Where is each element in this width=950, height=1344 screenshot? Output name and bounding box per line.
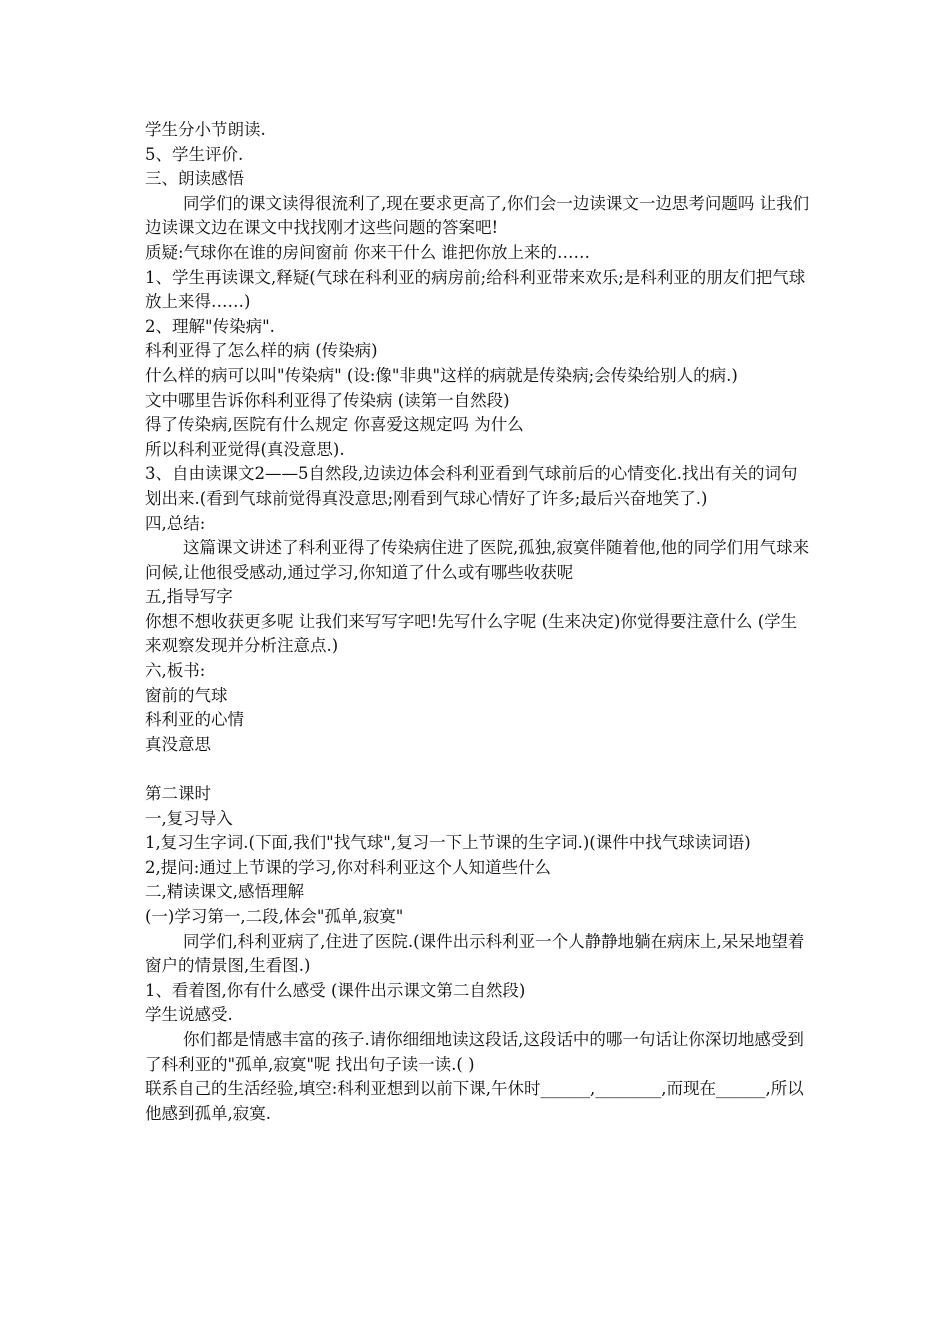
text-line: 联系自己的生活经验,填空:科利亚想到以前下课,午休时______,________,而现在______,所以他感到孤单,寂寞.: [145, 1079, 804, 1123]
blank-line: [145, 757, 810, 782]
board-item: 科利亚的心情: [145, 710, 244, 730]
section-heading: 一,复习导入: [145, 808, 233, 828]
section-heading: 四,总结:: [145, 513, 206, 533]
text-line: 2,提问:通过上节课的学习,你对科利亚这个人知道些什么: [145, 857, 552, 877]
board-item: 真没意思: [145, 734, 211, 754]
section-heading: 六,板书:: [145, 661, 206, 681]
text-line: 1、看着图,你有什么感受 (课件出示课文第二自然段): [145, 980, 526, 1000]
text-line: 3、自由读课文2——5自然段,边读边体会科利亚看到气球前后的心情变化.找出有关的词句划出来.(看到气球前觉得真没意思;刚看到气球心情好了许多;最后兴奋地笑了.): [145, 464, 798, 508]
text-line: 1、学生再读课文,释疑(气球在科利亚的病房前;给科利亚带来欢乐;是科利亚的朋友们把气球放上来得……): [145, 267, 806, 312]
text-line: 得了传染病,医院有什么规定 你喜爱这规定吗 为什么: [145, 415, 524, 435]
document-page: [145, 118, 810, 1126]
text-line: 学生分小节朗读.: [145, 120, 266, 139]
text-line: 质疑:气球你在谁的房间窗前 你来干什么 谁把你放上来的……: [145, 242, 591, 262]
text-line: 文中哪里告诉你科利亚得了传染病 (读第一自然段): [145, 390, 510, 410]
paragraph: 你们都是情感丰富的孩子.请你细细地读这段话,这段话中的哪一句话让你深切地感受到了科利亚的"孤单,寂寞"呢 找出句子读一读.( ): [145, 1029, 804, 1074]
paragraph: 这篇课文讲述了科利亚得了传染病住进了医院,孤独,寂寞伴随着他,他的同学们用气球来问候,让他很受感动,通过学习,你知道了什么或有哪些收获呢: [145, 538, 810, 582]
section-heading: 三、朗读感悟: [145, 169, 244, 189]
text-line: 科利亚得了怎么样的病 (传染病): [145, 341, 378, 361]
text-line: (一)学习第一,二段,体会"孤单,寂寞": [145, 907, 404, 926]
text-line: 学生说感受.: [145, 1005, 233, 1025]
text-line: 2、理解"传染病".: [145, 316, 275, 336]
text-line: 什么样的病可以叫"传染病" (设:像"非典"这样的病就是传染病;会传染给别人的病.): [145, 365, 738, 385]
text-line: 1,复习生字词.(下面,我们"找气球",复习一下上节课的生字词.)(课件中找气球读词语): [145, 833, 751, 853]
section-heading: 五,指导写字: [145, 587, 233, 607]
lesson-title: 第二课时: [145, 784, 211, 804]
paragraph: 同学们的课文读得很流利了,现在要求更高了,你们会一边读课文一边思考问题吗 让我们边读课文边在课文中找找刚才这些问题的答案吧!: [145, 193, 810, 238]
section-heading: 二,精读课文,感悟理解: [145, 882, 304, 902]
text-line: 你想不想收获更多呢 让我们来写写字吧!先写什么字呢 (生来决定)你觉得要注意什么 (学生来观察发现并分析注意点.): [145, 611, 798, 656]
paragraph: 同学们,科利亚病了,住进了医院.(课件出示科利亚一个人静静地躺在病床上,呆呆地望着窗户的情景图,生看图.): [145, 931, 805, 976]
text-line: 所以科利亚觉得(真没意思).: [145, 439, 345, 459]
board-item: 窗前的气球: [145, 685, 228, 705]
text-line: 5、学生评价.: [145, 144, 244, 164]
